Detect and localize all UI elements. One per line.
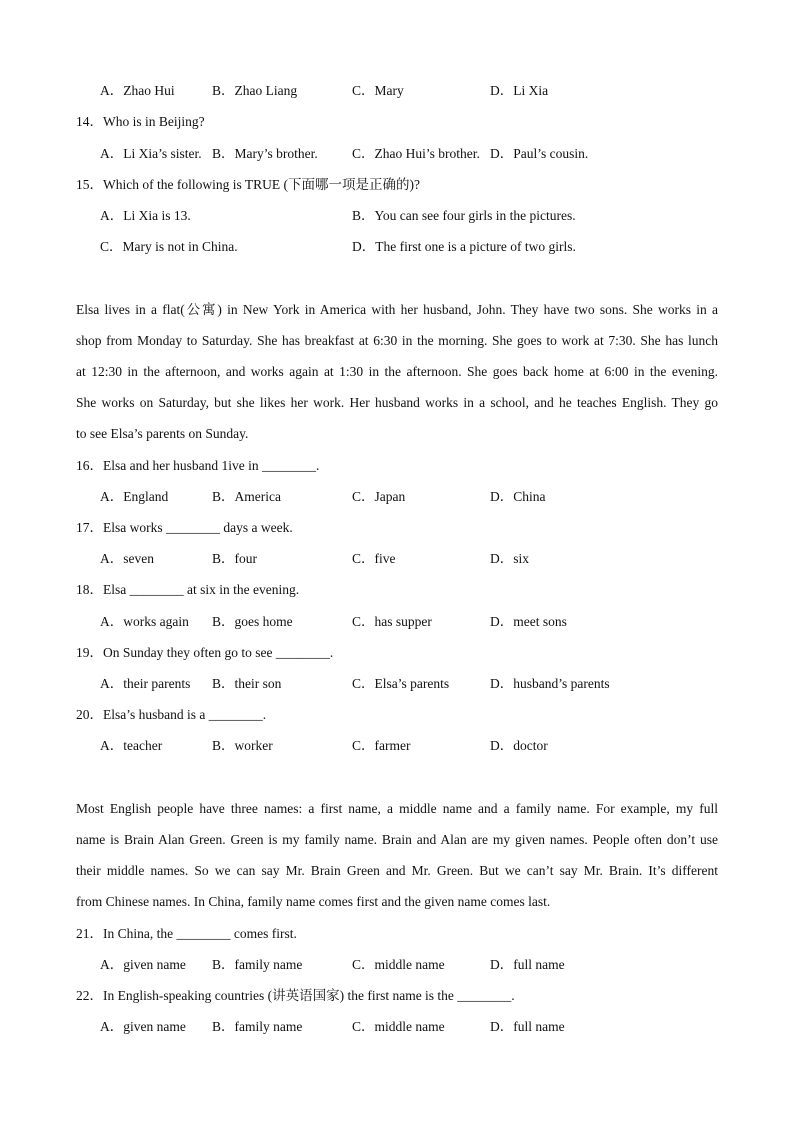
q19-question: 19．On Sunday they often go to see ________. (76, 645, 334, 660)
q22-option-d: D．full name (490, 1019, 565, 1034)
q15-option-c: C．Mary is not in China. (100, 239, 238, 254)
q17-option-d: D．six (490, 551, 530, 566)
q16-option-d: D．China (490, 489, 546, 504)
q19-option-a: A．their parents (100, 676, 191, 691)
q21-option-d: D．full name (490, 957, 565, 972)
q17-option-c: C．five (352, 551, 396, 566)
passage2-line-3: at 12:30 in the afternoon, and works again at 1:30 in the afternoon. She goes back home at 6:00 in the evening. (76, 364, 718, 379)
passage2-line-2: shop from Monday to Saturday. She has breakfast at 6:30 in the morning. She goes to work at 7:30. She has lunch (76, 333, 718, 348)
q21-option-b: B．family name (212, 957, 303, 972)
q14-option-a: A．Li Xia’s sister. (100, 146, 202, 161)
q16-option-c: C．Japan (352, 489, 406, 504)
passage3-line-1: Most English people have three names: a first name, a middle name and a family name. For example, my full (76, 801, 718, 816)
q14-option-b: B．Mary’s brother. (212, 146, 318, 161)
passage3-line-3: their middle names. So we can say Mr. Brain Green and Mr. Green. But we can’t say Mr. Brain. It’s different (76, 863, 718, 878)
q22-option-a: A．given name (100, 1019, 186, 1034)
q15-option-b: B．You can see four girls in the pictures. (352, 208, 576, 223)
q14-option-c: C．Zhao Hui’s brother. (352, 146, 480, 161)
q14-question: 14．Who is in Beijing? (76, 114, 205, 129)
q19-option-d: D．husband’s parents (490, 676, 610, 691)
q18-option-a: A．works again (100, 614, 189, 629)
passage3-line-4: from Chinese names. In China, family name comes first and the given name comes last. (76, 894, 551, 909)
q14-option-d: D．Paul’s cousin. (490, 146, 589, 161)
q13-option-a: A．Zhao Hui (100, 83, 175, 98)
q20-question: 20．Elsa’s husband is a ________. (76, 707, 267, 722)
q15-option-a: A．Li Xia is 13. (100, 208, 191, 223)
q19-option-c: C．Elsa’s parents (352, 676, 450, 691)
q22-question: 22．In English-speaking countries (讲英语国家) the first name is the ________. (76, 988, 515, 1003)
passage3-line-2: name is Brain Alan Green. Green is my family name. Brain and Alan are my given names. People often don’t use (76, 832, 718, 847)
q20-option-d: D．doctor (490, 738, 548, 753)
q22-option-c: C．middle name (352, 1019, 445, 1034)
q17-option-a: A．seven (100, 551, 154, 566)
q16-option-b: B．America (212, 489, 281, 504)
q13-option-c: C．Mary (352, 83, 404, 98)
q13-option-d: D．Li Xia (490, 83, 549, 98)
q16-question: 16．Elsa and her husband 1ive in ________. (76, 458, 320, 473)
q21-option-c: C．middle name (352, 957, 445, 972)
q21-option-a: A．given name (100, 957, 186, 972)
q20-option-c: C．farmer (352, 738, 411, 753)
q18-option-b: B．goes home (212, 614, 293, 629)
q15-option-d: D．The first one is a picture of two girls. (352, 239, 576, 254)
q17-option-b: B．four (212, 551, 257, 566)
q21-question: 21．In China, the ________ comes first. (76, 926, 297, 941)
q20-option-b: B．worker (212, 738, 273, 753)
q20-option-a: A．teacher (100, 738, 163, 753)
q15-question: 15．Which of the following is TRUE (下面哪一项是正确的)? (76, 177, 420, 192)
q16-option-a: A．England (100, 489, 169, 504)
q18-option-c: C．has supper (352, 614, 432, 629)
passage2-line-4: She works on Saturday, but she likes her work. Her husband works in a school, and he teaches English. They go (76, 395, 718, 410)
q18-option-d: D．meet sons (490, 614, 567, 629)
q18-question: 18．Elsa ________ at six in the evening. (76, 582, 300, 597)
q17-question: 17．Elsa works ________ days a week. (76, 520, 293, 535)
q22-option-b: B．family name (212, 1019, 303, 1034)
q19-option-b: B．their son (212, 676, 282, 691)
passage2-line-5: to see Elsa’s parents on Sunday. (76, 426, 249, 441)
q13-option-b: B．Zhao Liang (212, 83, 298, 98)
passage2-line-1: Elsa lives in a flat(公寓) in New York in America with her husband, John. They have two sons. She works in a (76, 302, 718, 317)
